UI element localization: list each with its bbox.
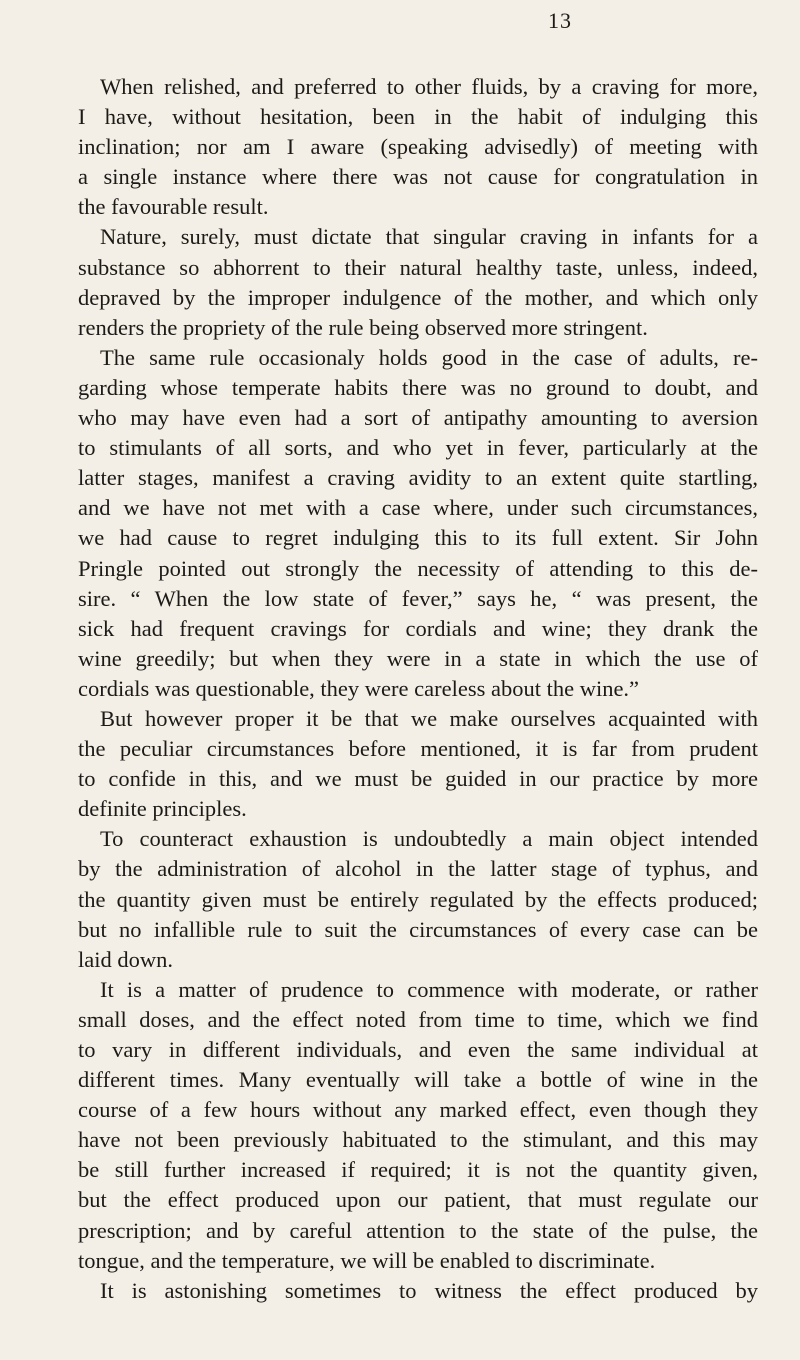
text-line: definite principles. (78, 796, 247, 822)
text-line: latter stages, manifest a craving avidity to an extent quite startling, (78, 465, 758, 491)
text-line: we had cause to regret indulging this to its full extent. Sir John (78, 525, 758, 551)
text-line: It is astonishing sometimes to witness the effect produced by (100, 1277, 758, 1303)
text-line: be still further increased if required; it is not the quantity given, (78, 1157, 758, 1183)
body-text (78, 72, 758, 1306)
text-line: to stimulants of all sorts, and who yet in fever, particularly at the (78, 435, 758, 461)
text-line: different times. Many eventually will take a bottle of wine in the (78, 1067, 758, 1093)
page-number: 13 (548, 8, 572, 33)
text-line: the favourable result. (78, 194, 269, 220)
text-line: tongue, and the temperature, we will be enabled to discriminate. (78, 1247, 656, 1273)
text-line: Nature, surely, must dictate that singular craving in infants for a (100, 224, 758, 250)
text-line: I have, without hesitation, been in the habit of indulging this (78, 104, 758, 130)
text-line: depraved by the improper indulgence of the mother, and which only (78, 284, 758, 310)
text-line: laid down. (78, 946, 173, 972)
text-line: but the effect produced upon our patient, that must regulate our (78, 1187, 758, 1213)
text-line: It is a matter of prudence to commence with moderate, or rather (100, 976, 758, 1002)
text-line: When relished, and preferred to other fluids, by a craving for more, (100, 74, 758, 99)
text-line: who may have even had a sort of antipathy amounting to aversion (78, 405, 758, 431)
text-line: the quantity given must be entirely regulated by the effects produced; (78, 886, 758, 912)
text-line: But however proper it be that we make ourselves acquainted with (100, 705, 758, 731)
text-line: to vary in different individuals, and even the same individual at (78, 1037, 758, 1062)
text-line: The same rule occasionaly holds good in the case of adults, re- (100, 344, 758, 370)
text-line: a single instance where there was not cause for congratulation in (78, 164, 758, 190)
text-line: garding whose temperate habits there was no ground to doubt, and (78, 374, 758, 400)
text-line: sick had frequent cravings for cordials and wine; they drank the (78, 615, 758, 641)
text-line: substance so abhorrent to their natural healthy taste, unless, indeed, (78, 254, 758, 280)
text-line: To counteract exhaustion is undoubtedly a main object intended (100, 826, 758, 852)
text-line: wine greedily; but when they were in a state in which the use of (78, 645, 758, 671)
text-line: inclination; nor am I aware (speaking advisedly) of meeting with (78, 134, 758, 160)
text-line: and we have not met with a case where, under such circumstances, (78, 495, 758, 521)
text-line: sire. “ When the low state of fever,” says he, “ was present, the (78, 585, 758, 611)
text-line: course of a few hours without any marked effect, even though they (78, 1097, 758, 1123)
text-line: but no infallible rule to suit the circumstances of every case can be (78, 916, 758, 942)
text-line: to confide in this, and we must be guided in our practice by more (78, 766, 758, 792)
text-line: prescription; and by careful attention to the state of the pulse, the (78, 1217, 758, 1243)
text-line: renders the propriety of the rule being observed more stringent. (78, 314, 648, 340)
text-line: Pringle pointed out strongly the necessity of attending to this de- (78, 555, 758, 581)
text-line: small doses, and the effect noted from time to time, which we find (78, 1006, 758, 1032)
text-line: by the administration of alcohol in the latter stage of typhus, and (78, 856, 758, 882)
text-line: cordials was questionable, they were careless about the wine.” (78, 675, 640, 701)
text-line: have not been previously habituated to the stimulant, and this may (78, 1127, 758, 1153)
text-line: the peculiar circumstances before mentioned, it is far from prudent (78, 736, 758, 762)
